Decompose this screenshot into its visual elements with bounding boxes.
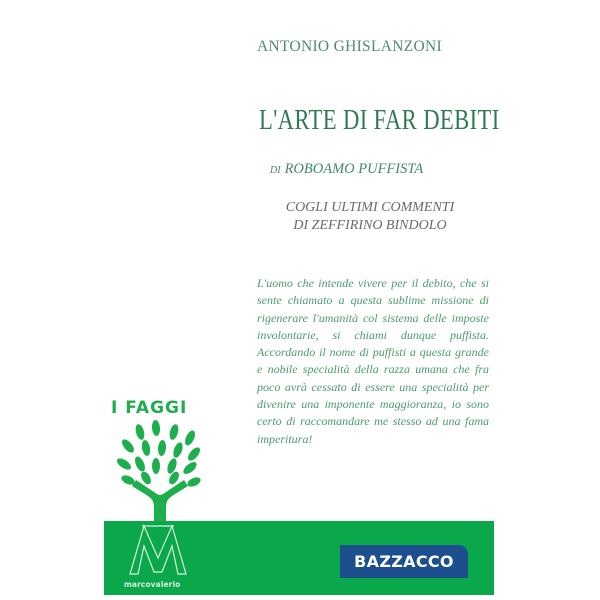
curator-badge <box>340 545 468 578</box>
publisher-name: marcovalerio <box>124 580 181 589</box>
comment-note <box>258 199 482 235</box>
author-name: ANTONIO GHISLANZONI <box>257 38 442 55</box>
tree-icon <box>110 420 210 522</box>
cover-quote: L'uomo che intende vivere per il debito, che si sente chiamato a questa sublime missione di rigenerare l'umanità col sistema delle imposte involontarie, si chiami dunque puffista. Accordando il nome di puffisti a questa grande e nobile specialità della razza umana che fra poco avrà cessato di essere una specialità per divenire una imponente maggioranza, io sono certo di raccomandare me stesso ad una fama imperitura! <box>257 276 489 446</box>
book-title: L'ARTE DI FAR DEBITI <box>259 104 500 136</box>
comment-line-1: COGLI ULTIMI COMMENTI <box>285 200 455 215</box>
book-subtitle <box>270 160 423 178</box>
subtitle-prefix: DI <box>270 165 281 176</box>
subtitle-name: ROBOAMO PUFFISTA <box>284 161 424 177</box>
curator-badge-label: BAZZACCO <box>354 552 454 571</box>
series-label: I FAGGI <box>111 398 188 418</box>
comment-line-2: DI ZEFFIRINO BINDOLO <box>293 218 447 233</box>
m-logo-icon <box>128 524 188 576</box>
